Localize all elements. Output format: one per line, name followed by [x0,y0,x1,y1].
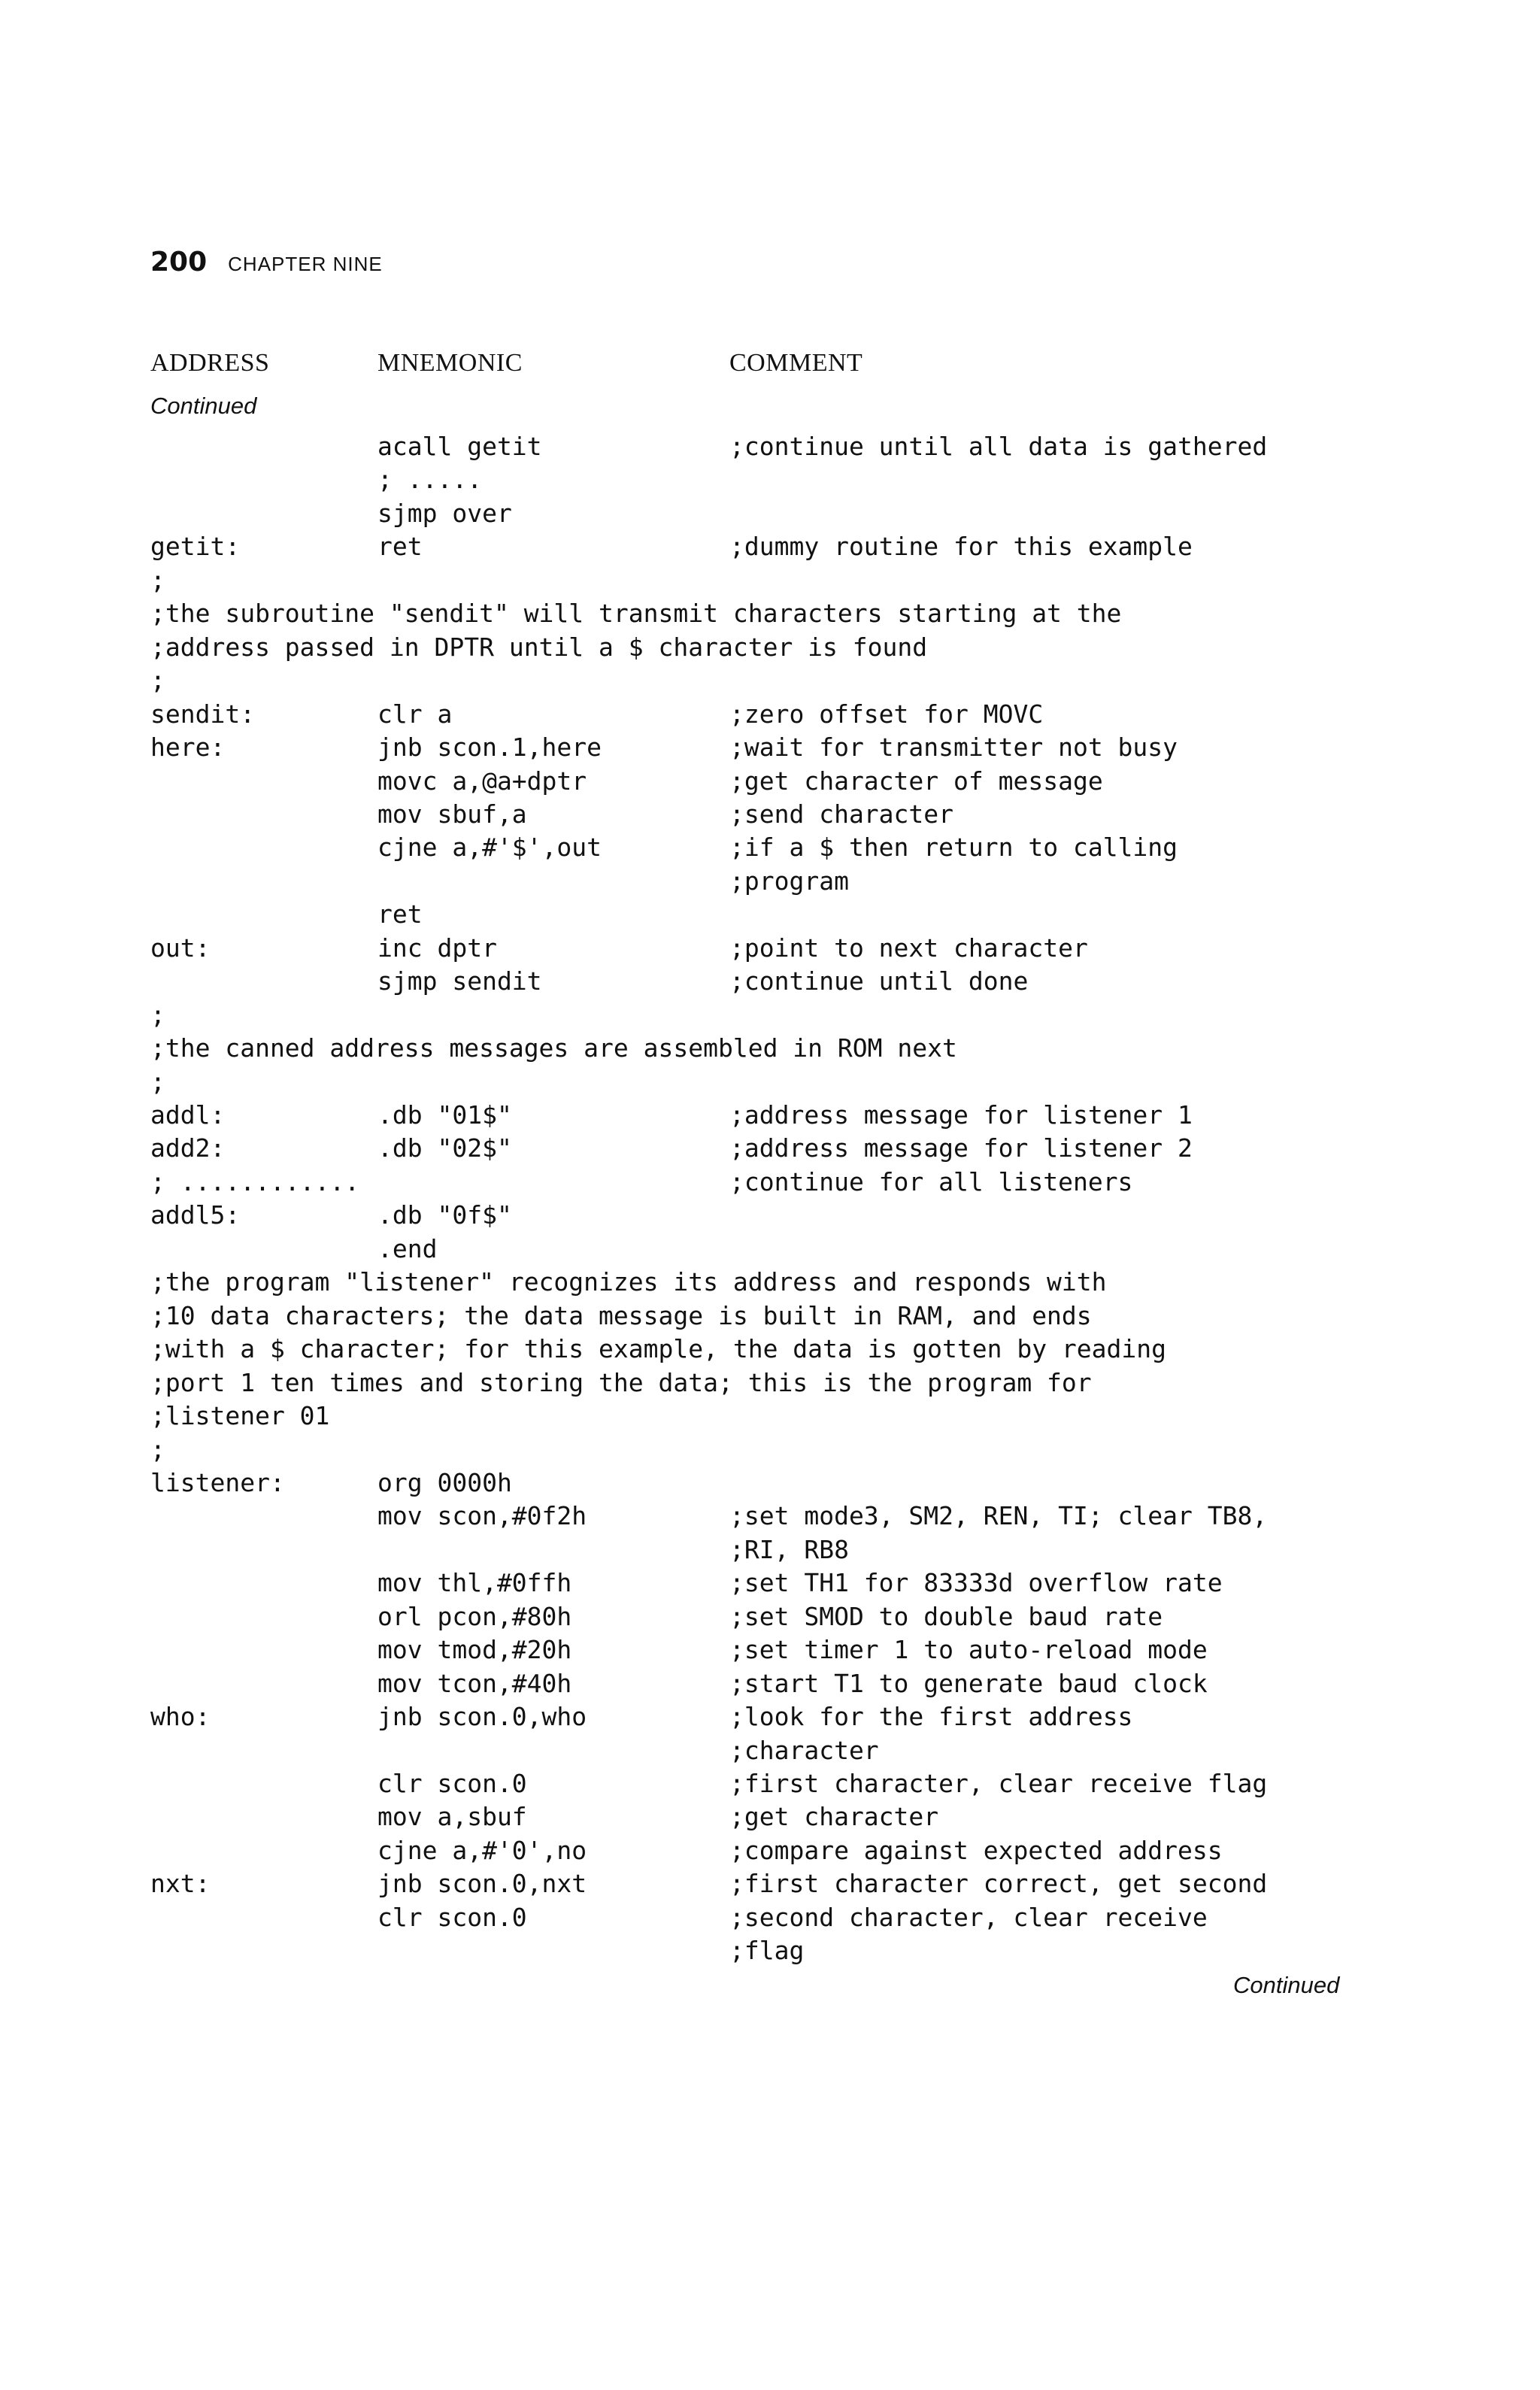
comment-line: ; [150,1434,165,1464]
code-line [0,765,1540,798]
address-label: ; ............ [150,1166,360,1197]
mnemonic-text: ret [377,532,423,562]
comment-text: ;set SMOD to double baud rate [729,1601,1163,1631]
comment-text: ;continue until all data is gathered [729,432,1268,461]
chapter-label: CHAPTER NINE [228,253,383,275]
comment-line: ;with a $ character; for this example, the data is gotten by reading [150,1334,1167,1364]
mnemonic-text: sjmp sendit [377,966,542,996]
mnemonic-text: clr a [377,699,453,729]
code-line [0,1032,1540,1065]
code-line [0,1533,1540,1567]
comment-line: ;address passed in DPTR until a $ character is found [150,632,928,662]
comment-text: ;program [729,866,849,896]
comment-line: ;port 1 ten times and storing the data; this is the program for [150,1367,1092,1397]
code-line [0,1800,1540,1833]
code-line [0,564,1540,597]
comment-line: ;the canned address messages are assembled in ROM next [150,1033,957,1063]
code-line [0,1600,1540,1633]
comment-line: ;the program "listener" recognizes its address and responds with [150,1267,1107,1297]
comment-line: ; [150,999,165,1030]
mnemonic-text: mov thl,#0ffh [377,1568,572,1598]
code-line [0,1433,1540,1466]
comment-text: ;continue until done [729,966,1029,996]
code-line [0,1500,1540,1533]
code-line [0,1567,1540,1600]
comment-text: ;if a $ then return to calling [729,833,1178,863]
code-line [0,965,1540,998]
code-line [0,1934,1540,1967]
comment-text: ;first character correct, get second [729,1869,1268,1899]
address-label: sendit: [150,699,256,729]
code-line [0,530,1540,563]
address-label: add2: [150,1133,226,1163]
code-line [0,631,1540,664]
code-line [0,1633,1540,1667]
address-label: addl5: [150,1200,241,1230]
mnemonic-text: clr scon.0 [377,1769,527,1798]
comment-text: ;set timer 1 to auto-reload mode [729,1635,1208,1665]
code-line [0,430,1540,463]
code-line [0,1667,1540,1700]
mnemonic-text: movc a,@a+dptr [377,766,587,796]
code-line [0,1266,1540,1299]
comment-text: ;dummy routine for this example [729,532,1193,562]
code-line [0,463,1540,496]
address-label: listener: [150,1467,285,1497]
continued-note-bottom: Continued [1233,1972,1340,1998]
comment-text: ;address message for listener 1 [729,1100,1193,1130]
comment-text: ;RI, RB8 [729,1534,849,1564]
code-line [0,865,1540,898]
code-line [0,1132,1540,1165]
mnemonic-text: acall getit [377,432,542,461]
comment-text: ;look for the first address [729,1702,1133,1732]
code-line [0,1333,1540,1366]
code-line [0,1700,1540,1733]
code-line [0,1166,1540,1199]
mnemonic-text: .db "01$" [377,1100,512,1130]
comment-text: ;get character of message [729,766,1103,796]
address-label: out: [150,933,211,963]
mnemonic-text: mov scon,#0f2h [377,1501,587,1531]
code-line [0,932,1540,965]
mnemonic-text: org 0000h [377,1467,512,1497]
mnemonic-text: jnb scon.0,who [377,1702,587,1732]
comment-text: ;start T1 to generate baud clock [729,1668,1208,1698]
comment-text: ;continue for all listeners [729,1166,1133,1197]
mnemonic-text: cjne a,#'$',out [377,833,602,863]
address-label: here: [150,732,226,763]
comment-line: ;listener 01 [150,1401,330,1431]
comment-text: ;point to next character [729,933,1088,963]
running-head [150,247,383,292]
comment-line: ;the subroutine "sendit" will transmit characters starting at the [150,599,1122,629]
code-line [0,1199,1540,1232]
address-label: nxt: [150,1869,211,1899]
mnemonic-column-heading: MNEMONIC [377,349,523,377]
mnemonic-text: mov tcon,#40h [377,1668,572,1698]
address-column-heading: ADDRESS [150,349,270,377]
comment-text: ;address message for listener 2 [729,1133,1193,1163]
code-line [0,999,1540,1032]
comment-text: ;character [729,1735,879,1765]
code-line [0,1300,1540,1333]
comment-column-heading: COMMENT [729,349,863,377]
mnemonic-text: clr scon.0 [377,1902,527,1932]
mnemonic-text: .db "0f$" [377,1200,512,1230]
code-line [0,1233,1540,1266]
continued-note-top: Continued [150,393,257,419]
mnemonic-text: jnb scon.0,nxt [377,1869,587,1899]
comment-text: ;set mode3, SM2, REN, TI; clear TB8, [729,1501,1268,1531]
comment-text: ;first character, clear receive flag [729,1769,1268,1798]
comment-line: ; [150,565,165,595]
address-label: who: [150,1702,211,1732]
code-line [0,1466,1540,1500]
comment-line: ; [150,1066,165,1096]
address-label: addl: [150,1100,226,1130]
mnemonic-text: .db "02$" [377,1133,512,1163]
comment-text: ;get character [729,1802,939,1832]
comment-text: ;flag [729,1936,805,1966]
mnemonic-text: ; ..... [377,465,483,495]
mnemonic-text: inc dptr [377,933,497,963]
mnemonic-text: ret [377,899,423,930]
code-line [0,497,1540,530]
mnemonic-text: mov tmod,#20h [377,1635,572,1665]
code-line [0,698,1540,731]
mnemonic-text: sjmp over [377,498,512,528]
code-line [0,1734,1540,1767]
mnemonic-text: cjne a,#'0',no [377,1835,587,1865]
code-line [0,898,1540,931]
address-label: getit: [150,532,241,562]
code-line [0,798,1540,831]
code-line [0,1400,1540,1433]
code-line [0,597,1540,630]
comment-line: ; [150,666,165,696]
comment-text: ;set TH1 for 83333d overflow rate [729,1568,1223,1598]
mnemonic-text: mov sbuf,a [377,799,527,829]
code-line [0,1901,1540,1934]
comment-text: ;wait for transmitter not busy [729,732,1178,763]
column-headings [150,349,1429,387]
code-line [0,1867,1540,1900]
comment-text: ;send character [729,799,954,829]
comment-text: ;compare against expected address [729,1835,1223,1865]
code-line [0,664,1540,697]
code-line [0,1767,1540,1800]
code-line [0,1099,1540,1132]
page-number: 200 [150,247,208,278]
code-line [0,1834,1540,1867]
comment-text: ;second character, clear receive [729,1902,1208,1932]
comment-line: ;10 data characters; the data message is built in RAM, and ends [150,1300,1092,1330]
code-line [0,831,1540,864]
mnemonic-text: jnb scon.1,here [377,732,602,763]
code-line [0,1366,1540,1400]
mnemonic-text: mov a,sbuf [377,1802,527,1832]
mnemonic-text: .end [377,1233,438,1263]
code-line [0,731,1540,764]
mnemonic-text: orl pcon,#80h [377,1601,572,1631]
code-line [0,1066,1540,1099]
comment-text: ;zero offset for MOVC [729,699,1044,729]
